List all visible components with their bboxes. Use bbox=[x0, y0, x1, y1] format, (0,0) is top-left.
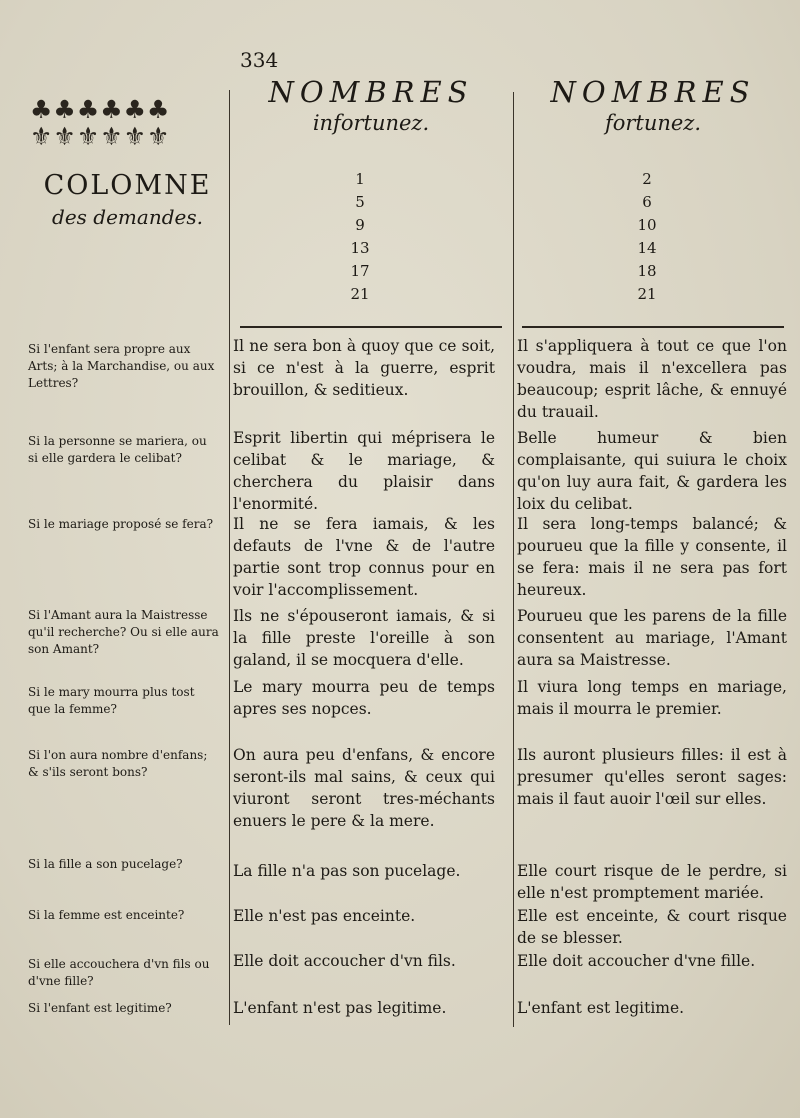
number: 9 bbox=[355, 216, 365, 234]
fortunate-column-subtitle: fortunez. bbox=[604, 111, 702, 135]
unfortunate-answer: Esprit libertin qui méprisera le celibat & le mariage, & cherchera du plaisir dans l'enormité. bbox=[233, 429, 495, 513]
fortunate-answer: Elle doit accoucher d'vne fille. bbox=[517, 952, 756, 970]
unfortunate-column-title: NOMBRES bbox=[268, 75, 474, 109]
header-rule-unfortunate bbox=[240, 326, 502, 328]
questions-column-title: COLOMNE bbox=[43, 170, 212, 201]
question: Si la femme est enceinte? bbox=[28, 908, 185, 922]
unfortunate-answer: Elle doit accoucher d'vn fils. bbox=[233, 952, 456, 970]
fortunate-answer: Il s'appliquera à tout ce que l'on voudra, mais il n'excellera pas beaucoup; esprit lâche, & ennuyé du trauail. bbox=[517, 337, 787, 421]
number: 2 bbox=[642, 170, 652, 188]
fortunate-answer: Belle humeur & bien complaisante, qui suiura le choix qu'on luy aura fait, & gardera les loix du celibat. bbox=[517, 429, 787, 513]
fortunate-numbers bbox=[522, 168, 772, 306]
fortunate-column-title: NOMBRES bbox=[550, 75, 756, 109]
question: Si l'enfant sera propre aux Arts; à la Marchandise, ou aux Lettres? bbox=[28, 342, 215, 390]
unfortunate-column-heading bbox=[246, 74, 496, 136]
fortunate-answer: Il sera long-temps balancé; & pourueu que la fille y consente, il se fera: mais il ne sera pas fort heureux. bbox=[517, 515, 787, 599]
unfortunate-answer: Il ne se fera iamais, & les defauts de l'vne & de l'autre partie sont trop connus pour en voir l'accomplissement. bbox=[233, 515, 495, 599]
unfortunate-answer: La fille n'a pas son pucelage. bbox=[233, 862, 461, 880]
unfortunate-answer: Le mary mourra peu de temps apres ses nopces. bbox=[233, 678, 495, 718]
question: Si l'Amant aura la Maistresse qu'il recherche? Ou si elle aura son Amant? bbox=[28, 608, 219, 656]
fortunate-column-heading bbox=[528, 74, 778, 136]
unfortunate-answer: Ils ne s'épouseront iamais, & si la fille preste l'oreille à son galand, il se mocquera d'elle. bbox=[233, 607, 495, 669]
questions-column-heading bbox=[30, 170, 225, 229]
question: Si l'on aura nombre d'enfans; & s'ils seront bons? bbox=[28, 748, 208, 779]
header-rule-fortunate bbox=[522, 326, 784, 328]
question: Si la personne se mariera, ou si elle gardera le celibat? bbox=[28, 434, 207, 465]
number: 18 bbox=[637, 262, 657, 280]
fortunate-answer: Elle court risque de le perdre, si elle n'est promptement mariée. bbox=[517, 862, 787, 902]
number: 5 bbox=[355, 193, 365, 211]
number: 13 bbox=[350, 239, 370, 257]
unfortunate-answer: L'enfant n'est pas legitime. bbox=[233, 999, 447, 1017]
question: Si le mary mourra plus tost que la femme? bbox=[28, 685, 195, 716]
number: 6 bbox=[642, 193, 652, 211]
number: 14 bbox=[637, 239, 657, 257]
ornament-row-top: ♣♣♣♣♣♣ bbox=[30, 95, 171, 124]
fortunate-answer: Il viura long temps en mariage, mais il mourra le premier. bbox=[517, 678, 787, 718]
unfortunate-numbers bbox=[235, 168, 485, 306]
question: Si le mariage proposé se fera? bbox=[28, 517, 214, 531]
unfortunate-answer: Il ne sera bon à quoy que ce soit, si ce n'est à la guerre, esprit brouillon, & seditieux. bbox=[233, 337, 495, 399]
question: Si l'enfant est legitime? bbox=[28, 1001, 172, 1015]
unfortunate-answer: On aura peu d'enfans, & encore seront-ils mal sains, & ceux qui viuront seront tres-méchants enuers le pere & la mere. bbox=[233, 746, 495, 830]
column-divider-left bbox=[229, 90, 230, 1025]
questions-column-subtitle: des demandes. bbox=[52, 205, 203, 229]
fleuron-ornament bbox=[30, 96, 225, 150]
page-number: 334 bbox=[240, 48, 279, 72]
number: 21 bbox=[637, 285, 657, 303]
fortunate-answer: Elle est enceinte, & court risque de se blesser. bbox=[517, 907, 787, 947]
ornament-row-bottom: ⚜⚜⚜⚜⚜⚜ bbox=[30, 122, 171, 151]
number: 21 bbox=[350, 285, 370, 303]
column-divider-middle bbox=[513, 92, 514, 1027]
fortunate-answer: L'enfant est legitime. bbox=[517, 999, 685, 1017]
number: 17 bbox=[350, 262, 370, 280]
question: Si elle accouchera d'vn fils ou d'vne fille? bbox=[28, 957, 210, 988]
number: 10 bbox=[637, 216, 657, 234]
number: 1 bbox=[355, 170, 365, 188]
unfortunate-answer: Elle n'est pas enceinte. bbox=[233, 907, 416, 925]
fortunate-answer: Pourueu que les parens de la fille consentent au mariage, l'Amant aura sa Maistresse. bbox=[517, 607, 787, 669]
fortunate-answer: Ils auront plusieurs filles: il est à presumer qu'elles seront sages: mais il faut auoir l'œil sur elles. bbox=[517, 746, 787, 808]
unfortunate-column-subtitle: infortunez. bbox=[312, 111, 430, 135]
question: Si la fille a son pucelage? bbox=[28, 857, 183, 871]
